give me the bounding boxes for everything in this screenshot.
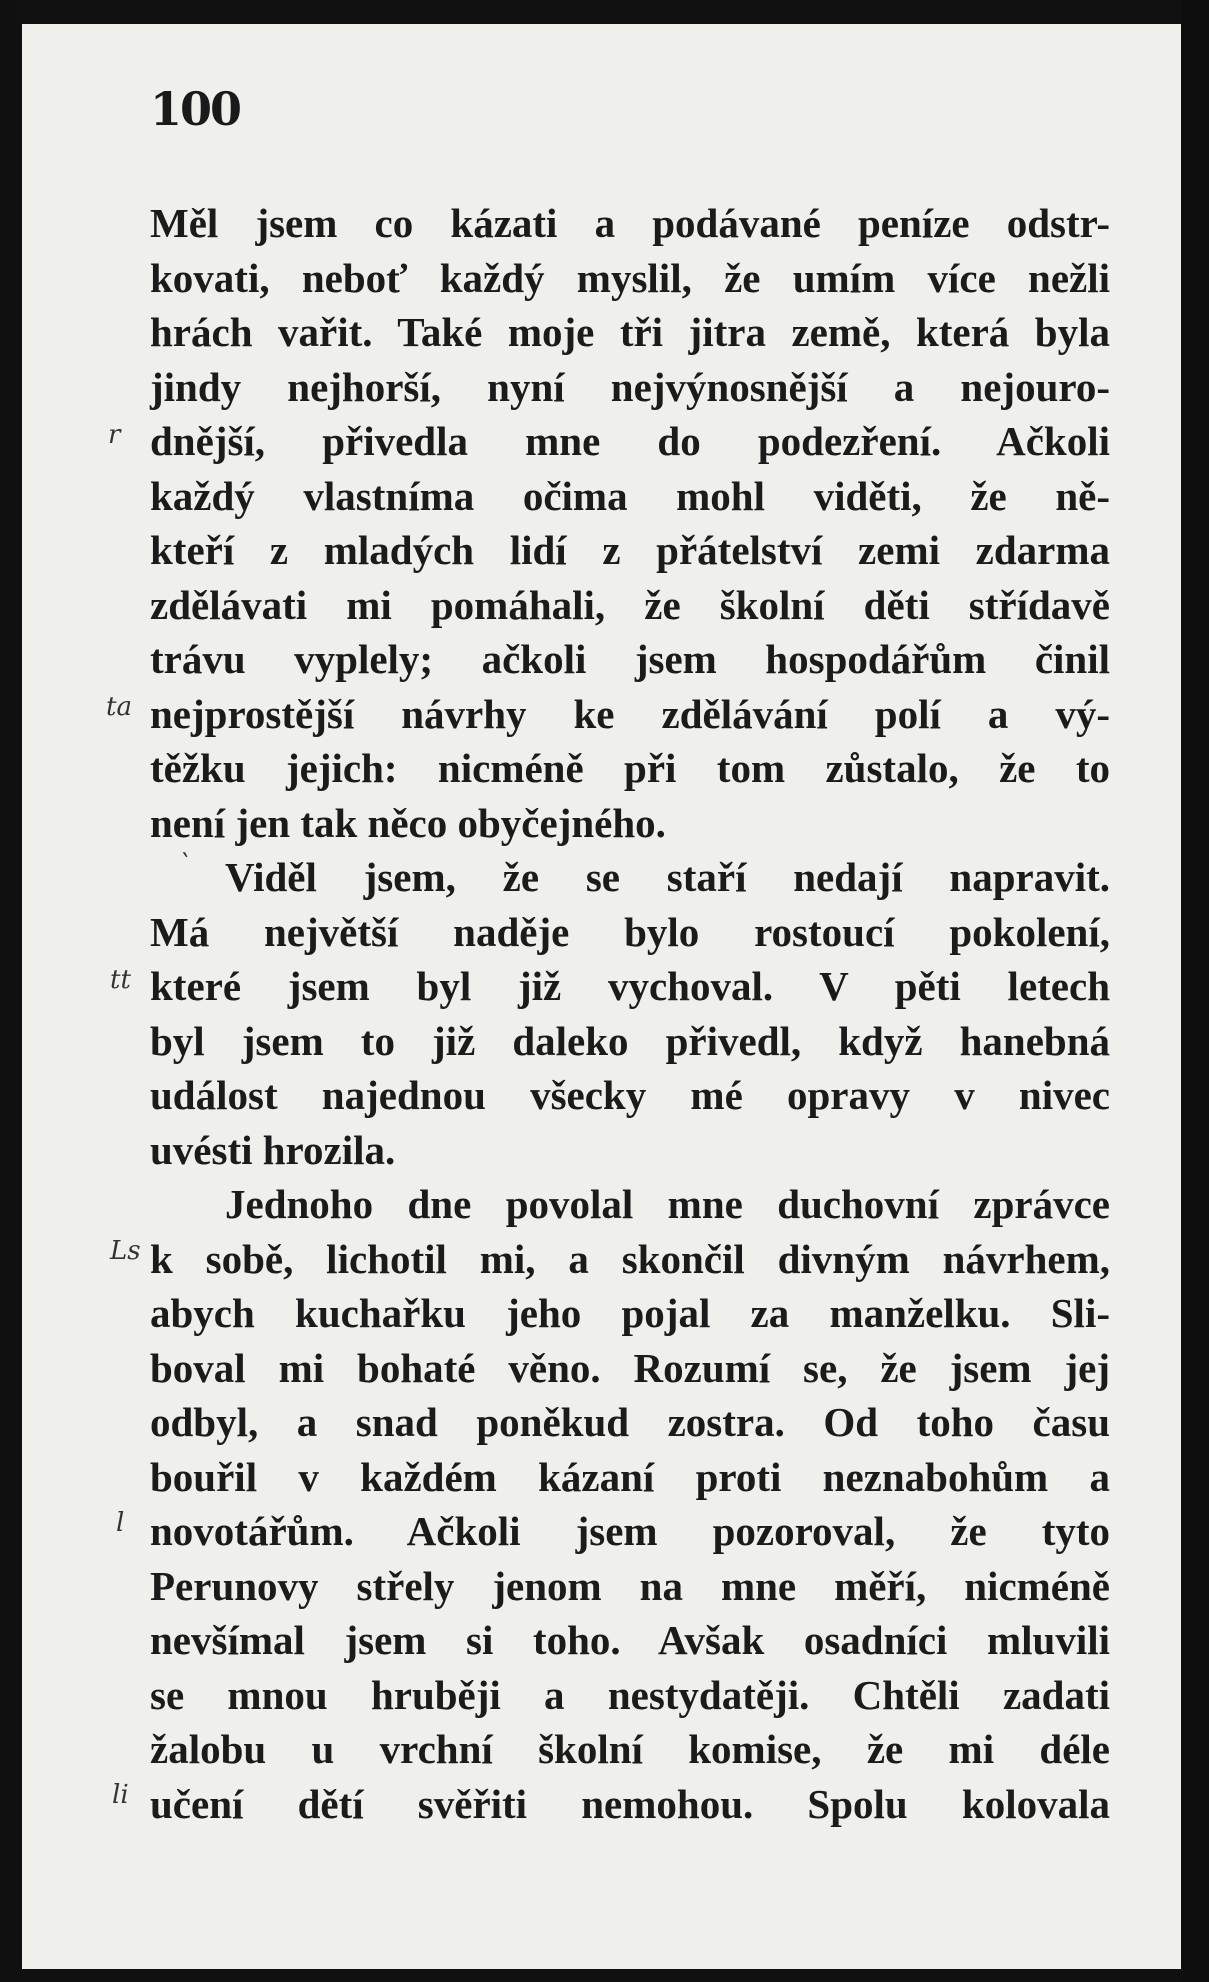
margin-note: tt [110, 965, 131, 995]
text-line: k sobě, lichotil mi, a skončil divným návrhem, [150, 1235, 1110, 1282]
text-line: těžku jejich: nicméně při tom zůstalo, že to [150, 745, 1110, 791]
scan-edge-right [1181, 0, 1209, 1982]
text-line: kteří z mladých lidí z přátelství zemi zdarma [150, 527, 1110, 573]
text-line: byl jsem to již daleko přivedl, když hanebná [150, 1017, 1110, 1064]
margin-note: r [108, 420, 121, 450]
scan-edge-left [0, 0, 22, 1982]
body-text [150, 196, 1110, 1831]
text-line: Má největší naděje bylo rostoucí pokolení, [150, 908, 1110, 955]
text-line: Viděl jsem, že se staří nedají napravit. [225, 854, 1110, 900]
text-line: jindy nejhorší, nyní nejvýnosnější a nejouro- [150, 363, 1110, 410]
text-line: zdělávati mi pomáhali, že školní děti střídavě [150, 581, 1110, 628]
text-line: bouřil v každém kázaní proti neznabohům a [150, 1453, 1110, 1500]
text-line: abych kuchařku jeho pojal za manželku. Sli- [150, 1290, 1110, 1336]
margin-note: ` [178, 850, 191, 880]
page-number: 100 [150, 82, 241, 136]
text-line: boval mi bohaté věno. Rozumí se, že jsem jej [150, 1344, 1110, 1391]
margin-note: ta [106, 692, 132, 722]
margin-note: Ls [110, 1236, 141, 1266]
text-line: žalobu u vrchní školní komise, že mi déle [150, 1726, 1110, 1772]
scan-edge-top [0, 0, 1209, 24]
text-line: hrách vařit. Také moje tři jitra země, která byla [150, 309, 1110, 355]
text-line: nejprostější návrhy ke zdělávání polí a vý- [150, 690, 1110, 737]
text-line: není jen tak něco obyčejného. [150, 799, 666, 846]
text-line: Jednoho dne povolal mne duchovní zprávce [225, 1181, 1110, 1227]
text-line: nevšímal jsem si toho. Avšak osadníci mluvili [150, 1617, 1110, 1663]
text-line: Měl jsem co kázati a podávané peníze odstr- [150, 200, 1110, 246]
margin-note: li [112, 1780, 129, 1810]
scan-edge-bottom [0, 1968, 1209, 1982]
text-line: Perunovy střely jenom na mne měří, nicméně [150, 1562, 1110, 1609]
text-line: učení dětí svěřiti nemohou. Spolu kolovala [150, 1780, 1110, 1827]
text-line: uvésti hrozila. [150, 1126, 396, 1173]
margin-note: l [116, 1508, 125, 1538]
text-line: které jsem byl již vychoval. V pěti letech [150, 963, 1110, 1009]
text-line: se mnou hruběji a nestydatěji. Chtěli zadati [150, 1671, 1110, 1718]
text-line: trávu vyplely; ačkoli jsem hospodářům činil [150, 636, 1110, 682]
text-line: dnější, přivedla mne do podezření. Ačkoli [150, 418, 1110, 464]
text-line: kovati, neboť každý myslil, že umím více nežli [150, 254, 1110, 301]
text-line: událost najednou všecky mé opravy v nivec [150, 1072, 1110, 1118]
text-line: každý vlastníma očima mohl viděti, že ně- [150, 472, 1110, 519]
text-line: novotářům. Ačkoli jsem pozoroval, že tyto [150, 1508, 1110, 1554]
text-line: odbyl, a snad poněkud zostra. Od toho času [150, 1399, 1110, 1445]
